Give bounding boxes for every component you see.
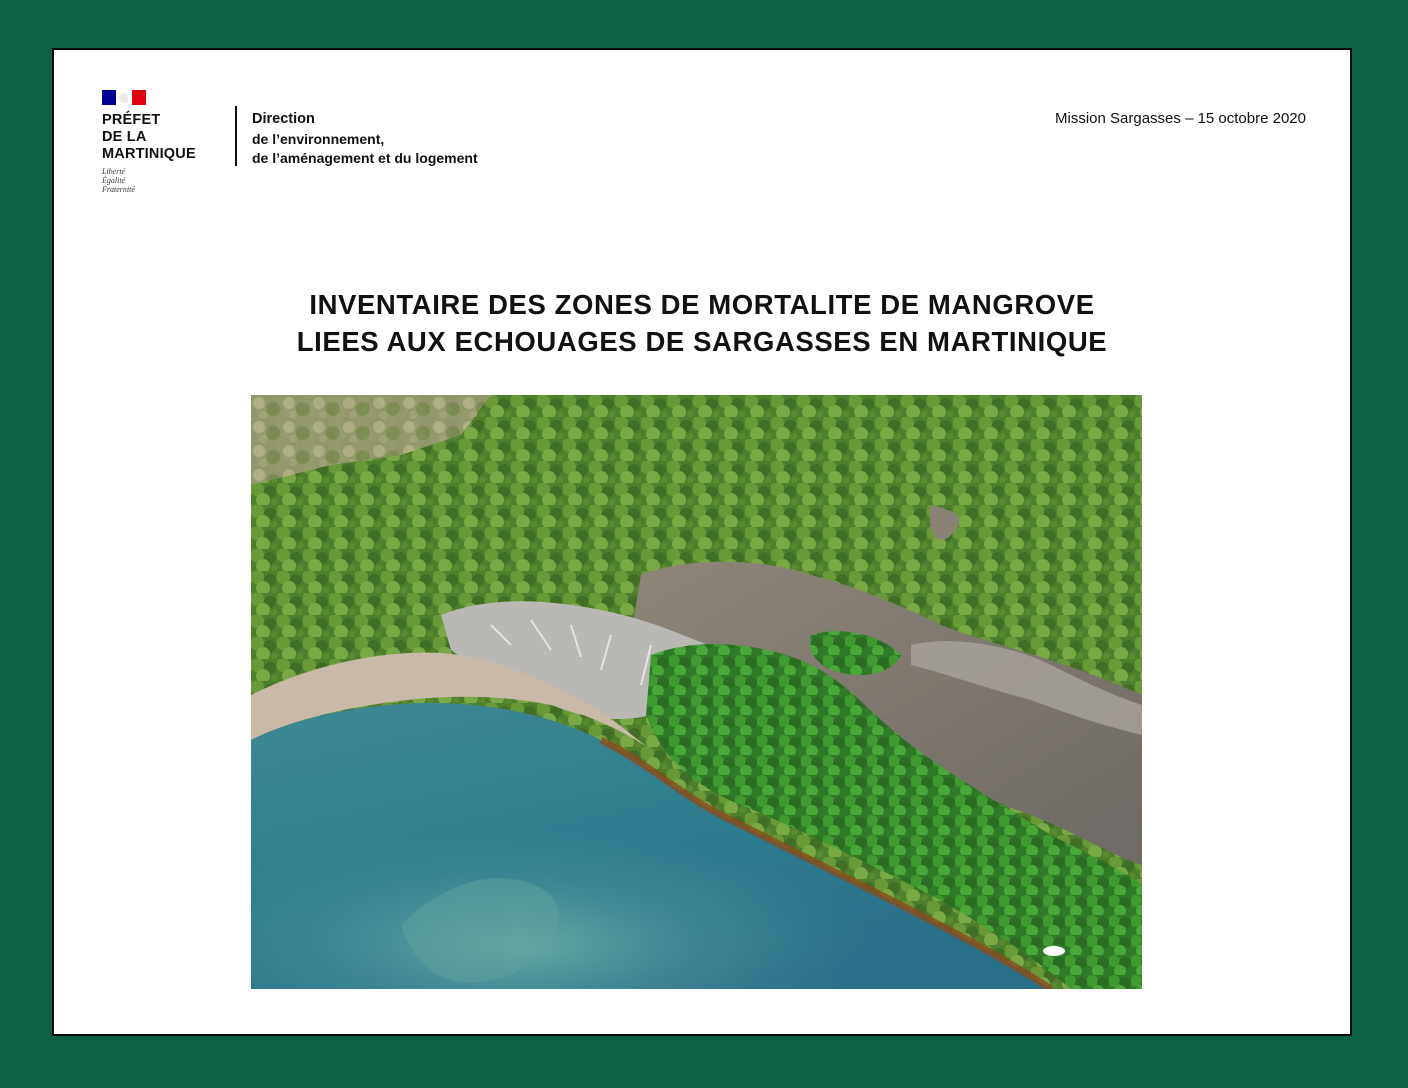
devise-egalite: Égalité bbox=[102, 176, 126, 185]
dreal-line-2: de l’environnement, bbox=[252, 130, 385, 147]
devise-liberte: Liberté bbox=[102, 167, 126, 176]
devise-fraternite: Fraternité bbox=[102, 185, 135, 194]
aerial-mangrove-photo bbox=[251, 395, 1142, 989]
prefet-label bbox=[102, 112, 232, 163]
dreal-line-3: de l’aménagement et du logement bbox=[252, 150, 478, 166]
title-line-2: LIEES AUX ECHOUAGES DE SARGASSES EN MARTINIQUE bbox=[296, 326, 1108, 357]
document-title bbox=[54, 286, 1350, 360]
devise bbox=[102, 167, 232, 194]
mission-date-label: Mission Sargasses – 15 octobre 2020 bbox=[1055, 110, 1306, 127]
header-separator bbox=[235, 106, 237, 166]
prefet-line-2: DE LA bbox=[102, 129, 147, 145]
dreal-label bbox=[252, 110, 478, 169]
dreal-line-1: Direction bbox=[252, 111, 315, 127]
marianne-logo-block bbox=[102, 90, 232, 194]
prefet-line-1: PRÉFET bbox=[102, 112, 161, 128]
french-flag-marianne-icon bbox=[102, 90, 146, 105]
prefet-line-3: MARTINIQUE bbox=[102, 146, 196, 162]
document-page bbox=[52, 48, 1352, 1036]
title-line-1: INVENTAIRE DES ZONES DE MORTALITE DE MANGROVE bbox=[309, 289, 1095, 320]
